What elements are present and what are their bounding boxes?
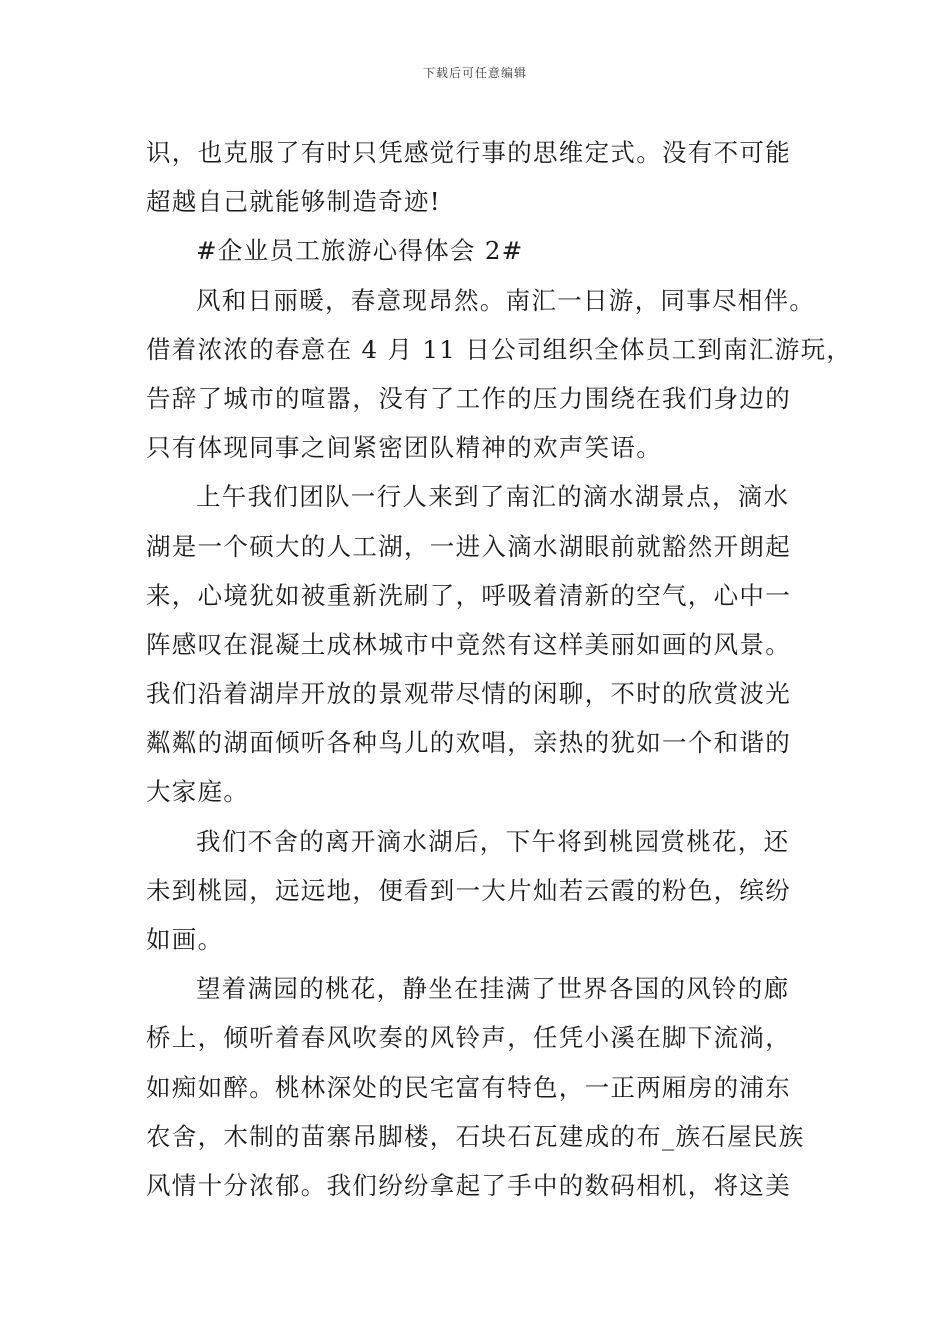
text-line: 桥上，倾听着春风吹奏的风铃声，任凭小溪在脚下流淌，: [146, 1023, 791, 1053]
text-line: 我们不舍的离开滴水湖后，下午将到桃园赏桃花，还: [196, 826, 790, 856]
text-line: 识，也克服了有时只凭感觉行事的思维定式。没有不可能: [146, 138, 791, 167]
text-line: 风和日丽暖，春意现昂然。南汇一日游，同事尽相伴。: [196, 285, 816, 315]
text-line: 借着浓浓的春意在 4 月 11 日公司组织全体员工到南汇游玩，: [146, 334, 853, 364]
text-line: 望着满园的桃花，静坐在挂满了世界各国的风铃的廊: [196, 974, 790, 1004]
text-line: 湖是一个硕大的人工湖，一进入滴水湖眼前就豁然开朗起: [146, 531, 791, 561]
text-line: 风情十分浓郁。我们纷纷拿起了手中的数码相机，将这美: [146, 1170, 791, 1200]
text-line: 上午我们团队一行人来到了南汇的滴水湖景点，滴水: [196, 482, 790, 512]
text-line: 如痴如醉。桃林深处的民宅富有特色，一正两厢房的浦东: [146, 1072, 791, 1102]
text-line: 农舍，木制的苗寨吊脚楼，石块石瓦建成的布_族石屋民族: [146, 1121, 805, 1151]
text-line: 粼粼的湖面倾听各种鸟儿的欢唱，亲热的犹如一个和谐的: [146, 728, 791, 758]
text-line: 如画。: [146, 925, 224, 954]
section-heading: #企业员工旅游心得体会 2#: [196, 236, 524, 266]
text-line: 告辞了城市的喧嚣，没有了工作的压力围绕在我们身边的: [146, 383, 791, 413]
text-line: 我们沿着湖岸开放的景观带尽情的闲聊，不时的欣赏波光: [146, 679, 791, 709]
document-body: [146, 128, 853, 1210]
text-line: 未到桃园，远远地，便看到一大片灿若云霞的粉色，缤纷: [146, 875, 791, 905]
text-line: 来，心境犹如被重新洗刷了，呼吸着清新的空气，心中一: [146, 580, 791, 610]
text-line: 阵感叹在混凝土成林城市中竟然有这样美丽如画的风景。: [146, 629, 791, 659]
text-line: 超越自己就能够制造奇迹!: [146, 187, 441, 217]
header-note: 下载后可任意编辑: [422, 66, 527, 80]
text-line: 只有体现同事之间紧密团队精神的欢声笑语。: [146, 433, 662, 463]
text-line: 大家庭。: [146, 777, 250, 807]
